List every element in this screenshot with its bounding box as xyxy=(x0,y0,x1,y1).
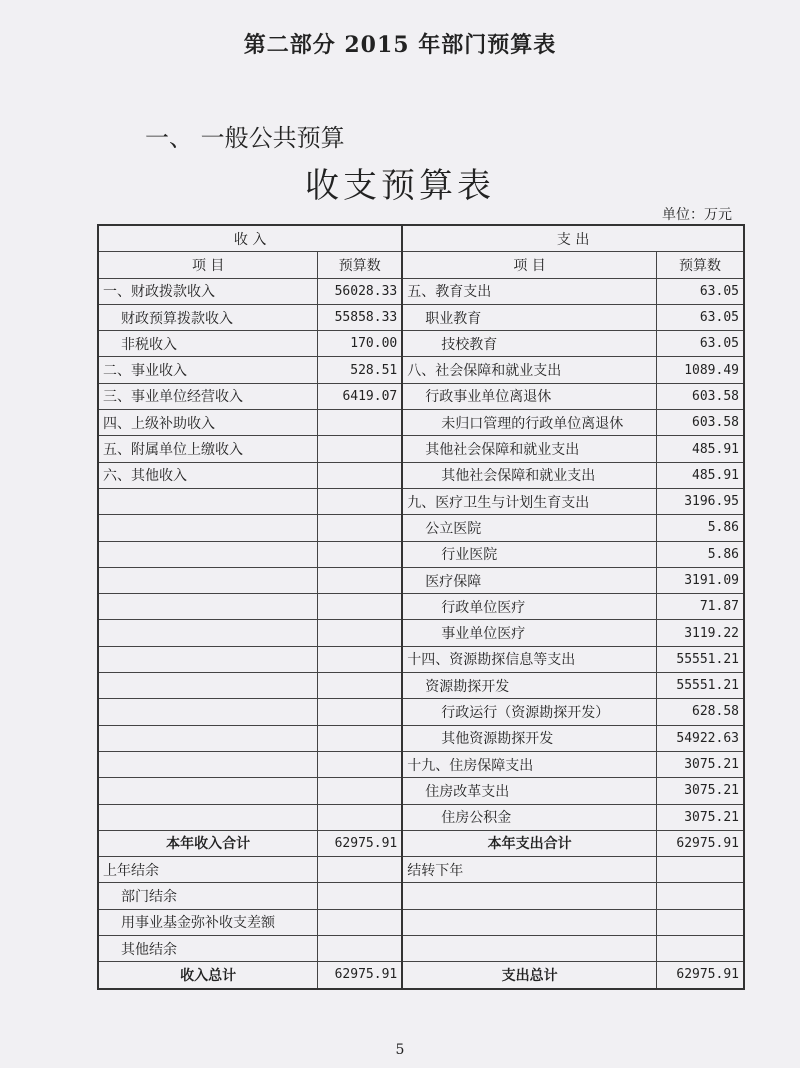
income-amount xyxy=(318,594,402,620)
income-item xyxy=(98,488,318,514)
income-item: 三、事业单位经营收入 xyxy=(98,383,318,409)
income-amount xyxy=(318,699,402,725)
expense-item: 五、教育支出 xyxy=(402,278,656,304)
income-amount: 528.51 xyxy=(318,357,402,383)
carry-expense-amount xyxy=(656,936,744,962)
expense-amount: 485.91 xyxy=(656,436,744,462)
grand-expense-total-value: 62975.91 xyxy=(656,962,744,989)
expense-item: 住房公积金 xyxy=(402,804,656,830)
table-row xyxy=(98,620,744,646)
income-item xyxy=(98,620,318,646)
grand-expense-total-label: 支出总计 xyxy=(402,962,656,989)
income-amount: 55858.33 xyxy=(318,304,402,330)
expense-amount: 628.58 xyxy=(656,699,744,725)
income-item xyxy=(98,567,318,593)
income-amount xyxy=(318,410,402,436)
expense-amount: 54922.63 xyxy=(656,725,744,751)
carry-row xyxy=(98,909,744,935)
income-amount xyxy=(318,515,402,541)
table-row xyxy=(98,541,744,567)
income-amount xyxy=(318,804,402,830)
expense-item: 事业单位医疗 xyxy=(402,620,656,646)
year-total-row xyxy=(98,830,744,856)
table-row xyxy=(98,673,744,699)
table-row xyxy=(98,488,744,514)
income-item xyxy=(98,594,318,620)
expense-item-header: 项 目 xyxy=(402,252,656,278)
table-row xyxy=(98,804,744,830)
income-item xyxy=(98,751,318,777)
income-amount xyxy=(318,567,402,593)
carry-row xyxy=(98,883,744,909)
page-number: 5 xyxy=(395,1042,405,1058)
grand-income-total-label: 收入总计 xyxy=(98,962,318,989)
column-header-row xyxy=(98,252,744,278)
income-amount xyxy=(318,436,402,462)
income-item xyxy=(98,673,318,699)
carry-expense-item xyxy=(402,936,656,962)
income-item xyxy=(98,646,318,672)
expense-amount: 3075.21 xyxy=(656,751,744,777)
budget-table xyxy=(97,224,745,990)
carry-income-amount xyxy=(318,936,402,962)
expense-amount: 63.05 xyxy=(656,331,744,357)
income-amount: 56028.33 xyxy=(318,278,402,304)
table-row xyxy=(98,567,744,593)
part-title: 第二部分 2015 年部门预算表 xyxy=(243,32,557,58)
carry-expense-amount xyxy=(656,857,744,883)
income-item: 非税收入 xyxy=(98,331,318,357)
income-item-header: 项 目 xyxy=(98,252,318,278)
income-header: 收 入 xyxy=(98,225,402,252)
table-row xyxy=(98,331,744,357)
year-expense-total-label: 本年支出合计 xyxy=(402,830,656,856)
expense-amount: 485.91 xyxy=(656,462,744,488)
income-amount: 170.00 xyxy=(318,331,402,357)
income-amount xyxy=(318,778,402,804)
table-row xyxy=(98,515,744,541)
income-amount: 6419.07 xyxy=(318,383,402,409)
grand-total-row xyxy=(98,962,744,989)
year-income-total-value: 62975.91 xyxy=(318,830,402,856)
table-row xyxy=(98,278,744,304)
expense-item: 技校教育 xyxy=(402,331,656,357)
expense-amount: 55551.21 xyxy=(656,673,744,699)
income-amount-header: 预算数 xyxy=(318,252,402,278)
expense-item: 行政运行（资源勘探开发） xyxy=(402,699,656,725)
expense-item: 行政单位医疗 xyxy=(402,594,656,620)
carry-income-amount xyxy=(318,883,402,909)
expense-amount: 3191.09 xyxy=(656,567,744,593)
income-amount xyxy=(318,488,402,514)
unit-label: 单位：万元 xyxy=(662,207,732,223)
carry-expense-item: 结转下年 xyxy=(402,857,656,883)
expense-item: 九、医疗卫生与计划生育支出 xyxy=(402,488,656,514)
carry-income-item: 用事业基金弥补收支差额 xyxy=(98,909,318,935)
expense-item: 八、社会保障和就业支出 xyxy=(402,357,656,383)
income-amount xyxy=(318,646,402,672)
expense-item: 资源勘探开发 xyxy=(402,673,656,699)
carry-expense-amount xyxy=(656,909,744,935)
income-item xyxy=(98,725,318,751)
expense-amount: 3075.21 xyxy=(656,804,744,830)
expense-item: 其他社会保障和就业支出 xyxy=(402,462,656,488)
table-row xyxy=(98,410,744,436)
table-row xyxy=(98,699,744,725)
income-amount xyxy=(318,751,402,777)
expense-item: 职业教育 xyxy=(402,304,656,330)
expense-item: 十四、资源勘探信息等支出 xyxy=(402,646,656,672)
year-income-total-label: 本年收入合计 xyxy=(98,830,318,856)
table-row xyxy=(98,357,744,383)
carry-expense-amount xyxy=(656,883,744,909)
carry-row xyxy=(98,857,744,883)
table-row xyxy=(98,594,744,620)
expense-amount: 3196.95 xyxy=(656,488,744,514)
table-row xyxy=(98,725,744,751)
expense-amount: 5.86 xyxy=(656,515,744,541)
income-amount xyxy=(318,725,402,751)
expense-amount: 71.87 xyxy=(656,594,744,620)
year-expense-total-value: 62975.91 xyxy=(656,830,744,856)
income-item: 五、附属单位上缴收入 xyxy=(98,436,318,462)
income-amount xyxy=(318,541,402,567)
expense-amount: 603.58 xyxy=(656,383,744,409)
carry-income-amount xyxy=(318,857,402,883)
carry-income-item: 上年结余 xyxy=(98,857,318,883)
income-item xyxy=(98,541,318,567)
income-item: 一、财政拨款收入 xyxy=(98,278,318,304)
expense-amount: 63.05 xyxy=(656,278,744,304)
expense-item: 医疗保障 xyxy=(402,567,656,593)
table-row xyxy=(98,751,744,777)
expense-amount: 63.05 xyxy=(656,304,744,330)
income-item xyxy=(98,699,318,725)
expense-amount: 603.58 xyxy=(656,410,744,436)
table-row xyxy=(98,646,744,672)
income-item: 财政预算拨款收入 xyxy=(98,304,318,330)
expense-item: 未归口管理的行政单位离退休 xyxy=(402,410,656,436)
carry-expense-item xyxy=(402,909,656,935)
table-row xyxy=(98,436,744,462)
expense-header: 支 出 xyxy=(402,225,744,252)
income-item: 四、上级补助收入 xyxy=(98,410,318,436)
table-row xyxy=(98,304,744,330)
expense-amount: 55551.21 xyxy=(656,646,744,672)
income-amount xyxy=(318,462,402,488)
expense-item: 行政事业单位离退休 xyxy=(402,383,656,409)
table-row xyxy=(98,383,744,409)
expense-amount: 3119.22 xyxy=(656,620,744,646)
income-item: 二、事业收入 xyxy=(98,357,318,383)
income-item: 六、其他收入 xyxy=(98,462,318,488)
grand-income-total-value: 62975.91 xyxy=(318,962,402,989)
table-row xyxy=(98,462,744,488)
income-item xyxy=(98,515,318,541)
expense-item: 住房改革支出 xyxy=(402,778,656,804)
expense-item: 十九、住房保障支出 xyxy=(402,751,656,777)
expense-amount: 1089.49 xyxy=(656,357,744,383)
carry-income-amount xyxy=(318,909,402,935)
expense-item: 其他资源勘探开发 xyxy=(402,725,656,751)
income-item xyxy=(98,778,318,804)
carry-income-item: 其他结余 xyxy=(98,936,318,962)
expense-item: 其他社会保障和就业支出 xyxy=(402,436,656,462)
expense-amount-header: 预算数 xyxy=(656,252,744,278)
expense-item: 行业医院 xyxy=(402,541,656,567)
expense-amount: 5.86 xyxy=(656,541,744,567)
expense-item: 公立医院 xyxy=(402,515,656,541)
carry-expense-item xyxy=(402,883,656,909)
section-header-row xyxy=(98,225,744,252)
table-title: 收支预算表 xyxy=(305,166,495,206)
income-item xyxy=(98,804,318,830)
expense-amount: 3075.21 xyxy=(656,778,744,804)
income-amount xyxy=(318,673,402,699)
income-amount xyxy=(318,620,402,646)
carry-row xyxy=(98,936,744,962)
carry-income-item: 部门结余 xyxy=(98,883,318,909)
section-title: 一、 一般公共预算 xyxy=(145,124,345,152)
table-row xyxy=(98,778,744,804)
